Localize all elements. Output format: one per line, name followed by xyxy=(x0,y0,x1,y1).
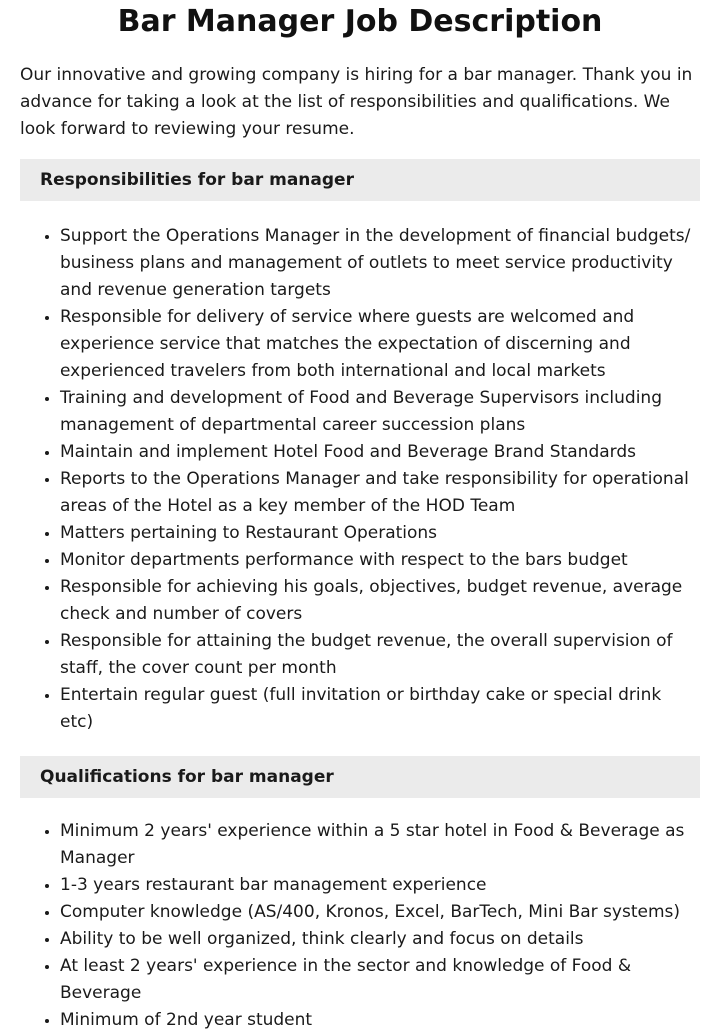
responsibility-item: • Training and development of Food and Beverage Supervisors including management of departmental career succession plans xyxy=(60,385,700,439)
responsibility-item: • Matters pertaining to Restaurant Operations xyxy=(60,520,700,547)
responsibility-item: • Support the Operations Manager in the development of financial budgets/ business plans and management of outlets to meet service productivity and revenue generation targets xyxy=(60,223,700,304)
responsibility-item: • Responsible for delivery of service where guests are welcomed and experience service that matches the expectation of discerning and experienced travelers from both international and local markets xyxy=(60,304,700,385)
responsibility-item: • Responsible for attaining the budget revenue, the overall supervision of staff, the cover count per month xyxy=(60,628,700,682)
qualification-item: • Ability to be well organized, think clearly and focus on details xyxy=(60,926,700,953)
responsibility-item: • Reports to the Operations Manager and take responsibility for operational areas of the Hotel as a key member of the HOD Team xyxy=(60,466,700,520)
responsibility-item: • Maintain and implement Hotel Food and Beverage Brand Standards xyxy=(60,439,700,466)
qualification-item: • 1-3 years restaurant bar management experience xyxy=(60,872,700,899)
page-title: Bar Manager Job Description xyxy=(117,4,603,39)
responsibilities-list xyxy=(20,223,700,736)
responsibility-item: • Monitor departments performance with respect to the bars budget xyxy=(60,547,700,574)
responsibility-item: • Entertain regular guest (full invitation or birthday cake or special drink etc) xyxy=(60,682,700,736)
intro-paragraph: Our innovative and growing company is hiring for a bar manager. Thank you in advance for taking a look at the list of responsibilities and qualifications. We look forward to reviewing your resume. xyxy=(20,65,693,139)
qualification-item: • Minimum of 2nd year student xyxy=(60,1007,700,1034)
qualification-item: • Minimum 2 years' experience within a 5 star hotel in Food & Beverage as Manager xyxy=(60,818,700,872)
qualifications-heading: Qualifications for bar manager xyxy=(20,756,700,798)
qualification-item: • At least 2 years' experience in the sector and knowledge of Food & Beverage xyxy=(60,953,700,1007)
qualification-item: • Computer knowledge (AS/400, Kronos, Excel, BarTech, Mini Bar systems) xyxy=(60,899,700,926)
responsibility-item: • Responsible for achieving his goals, objectives, budget revenue, average check and number of covers xyxy=(60,574,700,628)
responsibilities-heading: Responsibilities for bar manager xyxy=(20,159,700,201)
